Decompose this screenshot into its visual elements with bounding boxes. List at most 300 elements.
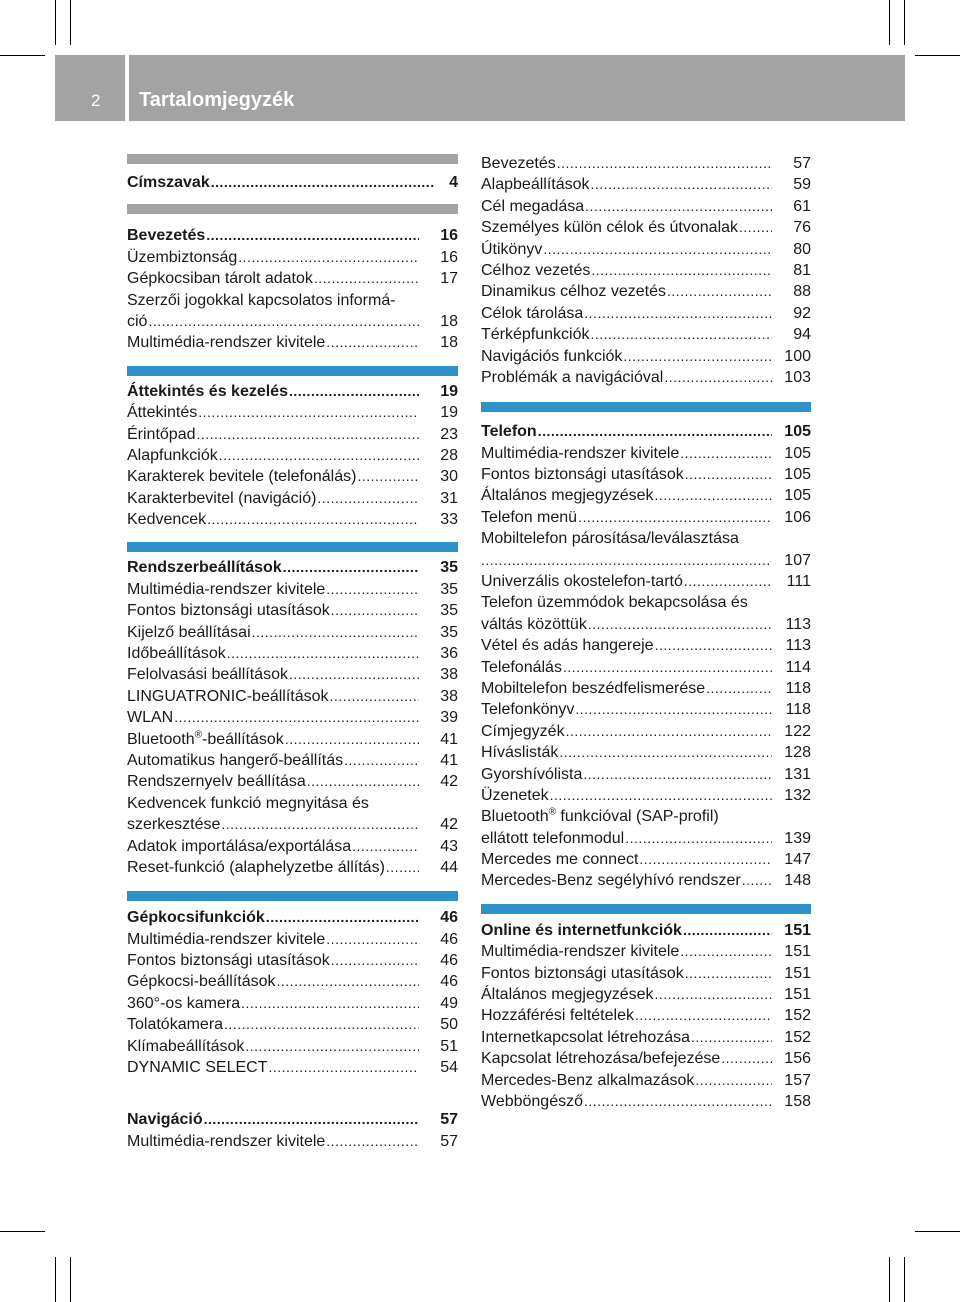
toc-label <box>127 729 284 750</box>
crop-mark <box>915 55 960 56</box>
toc-page: 105 <box>784 487 811 505</box>
toc-page: 118 <box>785 701 811 719</box>
toc-entry[interactable] <box>481 507 811 528</box>
toc-label: Hozzáférési feltételek <box>481 1007 634 1025</box>
toc-page: 18 <box>440 334 458 352</box>
toc-label: Internetkapcsolat létrehozása <box>481 1028 691 1046</box>
toc-label: Személyes külön célok és útvonalak <box>481 219 739 237</box>
toc-entry[interactable] <box>481 1005 811 1026</box>
toc-label: Multimédia-rendszer kivitele <box>481 444 680 462</box>
toc-page: 38 <box>440 687 458 705</box>
toc-page: 111 <box>786 573 811 591</box>
toc-entry[interactable] <box>127 445 458 466</box>
toc-entry[interactable] <box>127 857 458 878</box>
toc-entry[interactable] <box>127 488 458 509</box>
leader-dots <box>357 466 419 487</box>
toc-label: Mercedes-Benz segélyhívó rendszer <box>481 872 741 890</box>
toc-page: 148 <box>784 872 811 890</box>
toc-entry[interactable] <box>127 579 458 600</box>
leader-dots <box>721 1048 772 1069</box>
page-number: 2 <box>91 91 101 110</box>
leader-dots <box>578 507 772 528</box>
leader-dots <box>563 657 772 678</box>
toc-page: 80 <box>793 240 811 258</box>
toc-label: Telefonkönyv <box>481 701 575 719</box>
toc-label: Útikönyv <box>481 240 543 258</box>
leader-dots <box>326 579 419 600</box>
toc-page: 33 <box>440 511 458 529</box>
toc-entry[interactable] <box>481 941 811 962</box>
leader-dots <box>655 984 772 1005</box>
toc-label: Mercedes-Benz alkalmazások <box>481 1071 695 1089</box>
toc-entry[interactable] <box>481 303 811 324</box>
toc-label: 360°-os kamera <box>127 994 241 1012</box>
leader-dots <box>543 239 772 260</box>
section-bar <box>127 891 458 901</box>
toc-page: 28 <box>440 446 458 464</box>
section-bar <box>127 154 458 164</box>
toc-entry[interactable] <box>481 1091 811 1112</box>
crop-mark <box>904 1257 905 1302</box>
toc-heading-bevezetes[interactable] <box>127 225 458 246</box>
bluetooth-text: Bluetooth <box>127 730 195 748</box>
toc-page: 38 <box>440 666 458 684</box>
toc-entry[interactable] <box>127 972 458 993</box>
toc-entry-wrap[interactable]: Mobiltelefon párosítása/leválasztása <box>481 530 739 548</box>
toc-page: 152 <box>784 1028 811 1046</box>
toc-entry[interactable] <box>481 571 811 592</box>
toc-page: 147 <box>784 851 811 869</box>
leader-dots <box>344 750 419 771</box>
toc-page: 16 <box>440 248 458 266</box>
toc-label: Gépkocsiban tárolt adatok <box>127 270 313 288</box>
leader-dots <box>326 929 419 950</box>
toc-heading-cimszavak[interactable] <box>127 172 458 193</box>
toc-entry[interactable] <box>127 771 458 792</box>
leader-dots <box>206 225 419 246</box>
leader-dots <box>685 963 772 984</box>
toc-label: Áttekintés <box>127 404 198 422</box>
toc-entry[interactable] <box>481 871 811 892</box>
leader-dots <box>148 311 419 332</box>
toc-page: 158 <box>784 1093 811 1110</box>
toc-heading-telefon[interactable] <box>481 421 811 442</box>
leader-dots <box>252 622 419 643</box>
leader-dots <box>664 367 772 388</box>
crop-mark <box>889 0 890 45</box>
leader-dots <box>559 742 772 763</box>
toc-label: váltás közöttük <box>481 615 587 633</box>
toc-entry[interactable] <box>481 764 811 785</box>
toc-entry[interactable] <box>481 721 811 742</box>
leader-dots <box>221 814 419 835</box>
crop-mark <box>0 55 45 56</box>
leader-dots <box>625 828 772 849</box>
toc-page: 35 <box>440 623 458 641</box>
toc-entry[interactable] <box>481 614 811 635</box>
toc-list <box>481 571 811 592</box>
toc-page: 118 <box>785 679 811 697</box>
toc-label: Tolatókamera <box>127 1016 224 1034</box>
toc-entry[interactable] <box>127 993 458 1014</box>
leader-dots <box>224 1014 419 1035</box>
toc-page: 128 <box>784 744 811 762</box>
toc-page: 114 <box>785 658 811 676</box>
header-divider <box>125 55 129 121</box>
toc-page: 76 <box>793 219 811 237</box>
leader-dots <box>585 196 772 217</box>
toc-page: 19 <box>440 404 458 422</box>
toc-entry[interactable] <box>127 509 458 530</box>
toc-page: 113 <box>785 637 811 655</box>
toc-label: szerkesztése <box>127 816 221 834</box>
toc-entry[interactable] <box>481 1070 811 1091</box>
toc-entry[interactable] <box>481 239 811 260</box>
toc-page: 16 <box>440 227 458 245</box>
toc-page: 17 <box>440 270 458 288</box>
toc-label: Gyorshívólista <box>481 765 583 783</box>
toc-page: 151 <box>784 921 811 939</box>
toc-label: Dinamikus célhoz vezetés <box>481 283 666 301</box>
toc-page: 4 <box>449 173 458 191</box>
toc-label: Univerzális okostelefon-tartó <box>481 573 683 591</box>
crop-mark <box>70 1257 71 1302</box>
toc-entry-wrap[interactable]: Telefon üzemmódok bekapcsolása és <box>481 594 748 612</box>
leader-dots <box>314 268 419 289</box>
toc-label: Navigációs funkciók <box>481 347 623 365</box>
toc-label: Üzembiztonság <box>127 248 238 266</box>
toc-page: 151 <box>784 964 811 982</box>
toc-heading-label: Áttekintés és kezelés <box>127 382 288 400</box>
toc-page: 54 <box>440 1059 458 1077</box>
toc-label: Telefon menü <box>481 508 578 526</box>
toc-entry[interactable] <box>127 424 458 445</box>
toc-label: Karakterek bevitele (telefonálás) <box>127 468 357 486</box>
toc-page: 31 <box>440 489 458 507</box>
toc-page: 18 <box>440 312 458 330</box>
toc-entry[interactable] <box>481 635 811 656</box>
toc-page: 94 <box>793 326 811 344</box>
leader-dots <box>289 664 419 685</box>
leader-dots <box>623 346 772 367</box>
toc-entry-wrap[interactable]: Kedvencek funkció megnyitása és <box>127 794 369 812</box>
toc-label: Karakterbevitel (navigáció) <box>127 489 317 507</box>
toc-page: 49 <box>440 994 458 1012</box>
toc-label: Célhoz vezetés <box>481 261 591 279</box>
leader-dots <box>680 941 772 962</box>
toc-entry[interactable] <box>481 174 811 195</box>
toc-page: 41 <box>440 730 458 748</box>
toc-entry[interactable] <box>127 311 458 332</box>
toc-entry[interactable] <box>481 785 811 806</box>
toc-page: 50 <box>440 1016 458 1034</box>
toc-entry[interactable] <box>127 247 458 268</box>
leader-dots <box>331 600 419 621</box>
toc-heading-label: Címszavak <box>127 173 210 191</box>
toc-label: Multimédia-rendszer kivitele <box>127 334 326 352</box>
toc-page: 46 <box>440 952 458 970</box>
toc-label: WLAN <box>127 709 174 727</box>
toc-label: Felolvasási beállítások <box>127 666 288 684</box>
toc-label: Multimédia-rendszer kivitele <box>127 1132 326 1150</box>
toc-list <box>127 402 458 530</box>
toc-entry[interactable] <box>481 849 811 870</box>
toc-entry[interactable] <box>481 260 811 281</box>
leader-dots <box>635 1005 772 1026</box>
toc-entry[interactable] <box>481 443 811 464</box>
crop-mark <box>70 0 71 45</box>
leader-dots <box>283 557 419 578</box>
toc-page: 92 <box>793 304 811 322</box>
toc-heading-label: Bevezetés <box>127 227 206 245</box>
toc-entry[interactable] <box>481 324 811 345</box>
toc-entry[interactable] <box>127 836 458 857</box>
leader-dots <box>591 174 772 195</box>
toc-page: 61 <box>793 197 811 215</box>
toc-page: 42 <box>440 773 458 791</box>
leader-dots <box>211 172 435 193</box>
toc-entry-wrap[interactable]: Szerzői jogokkal kapcsolatos informá- <box>127 291 396 309</box>
leader-dots <box>207 509 419 530</box>
leader-dots <box>685 464 772 485</box>
toc-entry[interactable] <box>127 814 458 835</box>
leader-dots <box>591 324 773 345</box>
toc-page: 44 <box>440 858 458 876</box>
leader-dots <box>227 643 419 664</box>
toc-page: 57 <box>793 154 811 172</box>
leader-dots <box>219 445 419 466</box>
toc-page: 105 <box>784 423 811 441</box>
leader-dots <box>584 303 772 324</box>
leader-dots <box>198 402 419 423</box>
toc-page: 46 <box>440 909 458 927</box>
toc-page: 42 <box>440 816 458 834</box>
toc-page: 46 <box>440 930 458 948</box>
toc-label: Kapcsolat létrehozása/befejezése <box>481 1050 721 1068</box>
toc-list <box>127 750 458 793</box>
leader-dots <box>285 729 419 750</box>
toc-label: Multimédia-rendszer kivitele <box>481 943 680 961</box>
bluetooth-suffix: -beállítások <box>201 730 284 748</box>
toc-list <box>127 332 458 353</box>
toc-entry[interactable] <box>127 950 458 971</box>
toc-label: Reset-funkció (alaphelyzetbe állítás) <box>127 858 385 876</box>
leader-dots <box>583 764 772 785</box>
toc-page: 156 <box>784 1050 811 1068</box>
toc-label: Fontos biztonsági utasítások <box>481 964 684 982</box>
toc-entry[interactable] <box>481 196 811 217</box>
crop-mark <box>55 0 56 45</box>
section-bar <box>127 542 458 552</box>
leader-dots <box>739 217 772 238</box>
toc-page: 132 <box>784 786 811 804</box>
leader-dots <box>197 424 420 445</box>
toc-list <box>127 929 458 1079</box>
leader-dots <box>174 707 419 728</box>
toc-entry[interactable] <box>127 686 458 707</box>
page-title: Tartalomjegyzék <box>139 89 295 111</box>
toc-entry[interactable] <box>127 402 458 423</box>
leader-dots <box>268 1057 419 1078</box>
toc-page: 151 <box>784 986 811 1004</box>
toc-label: LINGUATRONIC-beállítások <box>127 687 329 705</box>
toc-entry-wrap-bluetooth[interactable] <box>481 806 811 827</box>
toc-page: 35 <box>440 602 458 620</box>
toc-label: Fontos biztonsági utasítások <box>481 466 684 484</box>
toc-entry[interactable] <box>127 929 458 950</box>
toc-page: 57 <box>440 1111 458 1129</box>
toc-entry[interactable] <box>127 707 458 728</box>
leader-dots <box>680 443 772 464</box>
toc-label: Általános megjegyzések <box>481 986 654 1004</box>
toc-entry[interactable] <box>127 622 458 643</box>
toc-label: Multimédia-rendszer kivitele <box>127 580 326 598</box>
leader-dots <box>655 635 772 656</box>
toc-label: Fontos biztonsági utasítások <box>127 602 330 620</box>
toc-label: Üzenetek <box>481 786 549 804</box>
leader-dots <box>238 247 419 268</box>
toc-entry[interactable] <box>481 984 811 1005</box>
toc-entry[interactable] <box>127 332 458 353</box>
toc-label: Általános megjegyzések <box>481 487 654 505</box>
toc-entry[interactable] <box>481 828 811 849</box>
leader-dots <box>667 281 772 302</box>
toc-label: Multimédia-rendszer kivitele <box>127 930 326 948</box>
registered-mark: ® <box>548 807 556 818</box>
toc-heading-label: Online és internetfunkciók <box>481 921 682 939</box>
toc-heading-attekintes[interactable] <box>127 381 458 402</box>
left-column <box>127 154 458 1152</box>
toc-list <box>481 443 811 529</box>
crop-mark <box>915 1231 960 1232</box>
leader-dots <box>330 686 419 707</box>
toc-label: Rendszernyelv beállítása <box>127 773 306 791</box>
toc-entry[interactable] <box>481 1048 811 1069</box>
leader-dots <box>584 1091 772 1112</box>
toc-entry[interactable] <box>127 643 458 664</box>
toc-label: Címjegyzék <box>481 722 565 740</box>
toc-entry[interactable] <box>481 217 811 238</box>
toc-page: 81 <box>793 261 811 279</box>
right-column <box>481 153 811 1112</box>
toc-label: DYNAMIC SELECT <box>127 1059 268 1077</box>
toc-page: 23 <box>440 425 458 443</box>
toc-page: 59 <box>793 176 811 194</box>
toc-heading-online[interactable] <box>481 920 811 941</box>
toc-label: Telefonálás <box>481 658 562 676</box>
toc-entry[interactable] <box>127 1057 458 1078</box>
toc-entry[interactable] <box>481 678 811 699</box>
toc-page: 113 <box>785 615 811 633</box>
toc-page: 139 <box>784 829 811 847</box>
toc-entry[interactable] <box>127 1131 458 1152</box>
toc-label: Fontos biztonsági utasítások <box>127 952 330 970</box>
toc-entry[interactable] <box>127 466 458 487</box>
toc-label: Híváslisták <box>481 744 559 762</box>
leader-dots <box>550 785 772 806</box>
toc-entry[interactable] <box>127 750 458 771</box>
toc-heading-gepkocsi[interactable] <box>127 907 458 928</box>
toc-entry[interactable] <box>481 346 811 367</box>
toc-entry[interactable] <box>127 600 458 621</box>
toc-entry[interactable] <box>481 742 811 763</box>
section-bar <box>481 904 811 914</box>
toc-entry[interactable] <box>127 268 458 289</box>
toc-list <box>127 1131 458 1152</box>
leader-dots <box>289 381 419 402</box>
toc-page: 107 <box>784 551 811 569</box>
toc-entry[interactable] <box>481 153 811 174</box>
leader-dots <box>331 950 419 971</box>
toc-heading-rendszer[interactable] <box>127 557 458 578</box>
toc-label: Adatok importálása/exportálása <box>127 837 352 855</box>
crop-mark <box>0 1231 45 1232</box>
toc-entry[interactable] <box>481 963 811 984</box>
toc-heading-navigacio[interactable] <box>127 1109 458 1130</box>
toc-list <box>127 579 458 729</box>
leader-dots <box>317 488 419 509</box>
toc-page: 35 <box>440 580 458 598</box>
leader-dots <box>691 1027 772 1048</box>
toc-page: 103 <box>784 368 811 386</box>
toc-label: Kedvencek <box>127 511 207 529</box>
bluetooth-suffix: funkcióval (SAP-profil) <box>555 808 719 826</box>
leader-dots <box>566 721 772 742</box>
toc-entry[interactable] <box>481 281 811 302</box>
leader-dots <box>204 1109 419 1130</box>
toc-page: 39 <box>440 709 458 727</box>
toc-entry[interactable] <box>481 464 811 485</box>
bluetooth-text: Bluetooth <box>481 808 549 826</box>
toc-label: Vétel és adás hangereje <box>481 637 654 655</box>
toc-heading-label: Navigáció <box>127 1111 203 1129</box>
toc-label: Mercedes me connect <box>481 851 639 869</box>
toc-entry[interactable] <box>127 664 458 685</box>
leader-dots <box>575 699 772 720</box>
section-bar <box>127 204 458 214</box>
toc-entry[interactable] <box>481 550 811 571</box>
toc-heading-label: Telefon <box>481 423 537 441</box>
toc-entry[interactable] <box>481 699 811 720</box>
toc-entry[interactable] <box>127 1036 458 1057</box>
leader-dots <box>588 614 772 635</box>
page-header <box>55 55 905 121</box>
toc-entry-bluetooth[interactable] <box>127 729 458 750</box>
toc-entry[interactable] <box>481 367 811 388</box>
toc-entry[interactable] <box>481 1027 811 1048</box>
leader-dots <box>695 1070 772 1091</box>
toc-list <box>481 153 811 388</box>
toc-page: 19 <box>440 382 458 400</box>
crop-mark <box>889 1257 890 1302</box>
toc-entry[interactable] <box>127 1014 458 1035</box>
toc-entry[interactable] <box>481 485 811 506</box>
toc-label: Bevezetés <box>481 154 556 172</box>
toc-page: 106 <box>784 508 811 526</box>
leader-dots <box>683 920 772 941</box>
leader-dots <box>326 332 419 353</box>
toc-page: 157 <box>784 1071 811 1089</box>
leader-dots <box>742 871 772 892</box>
toc-entry[interactable] <box>481 657 811 678</box>
toc-label: Célok tárolása <box>481 304 584 322</box>
leader-dots <box>538 421 772 442</box>
toc-heading-label: Gépkocsifunkciók <box>127 909 265 927</box>
toc-page: 51 <box>440 1037 458 1055</box>
toc-page: 43 <box>440 837 458 855</box>
leader-dots <box>655 485 772 506</box>
leader-dots <box>352 836 419 857</box>
